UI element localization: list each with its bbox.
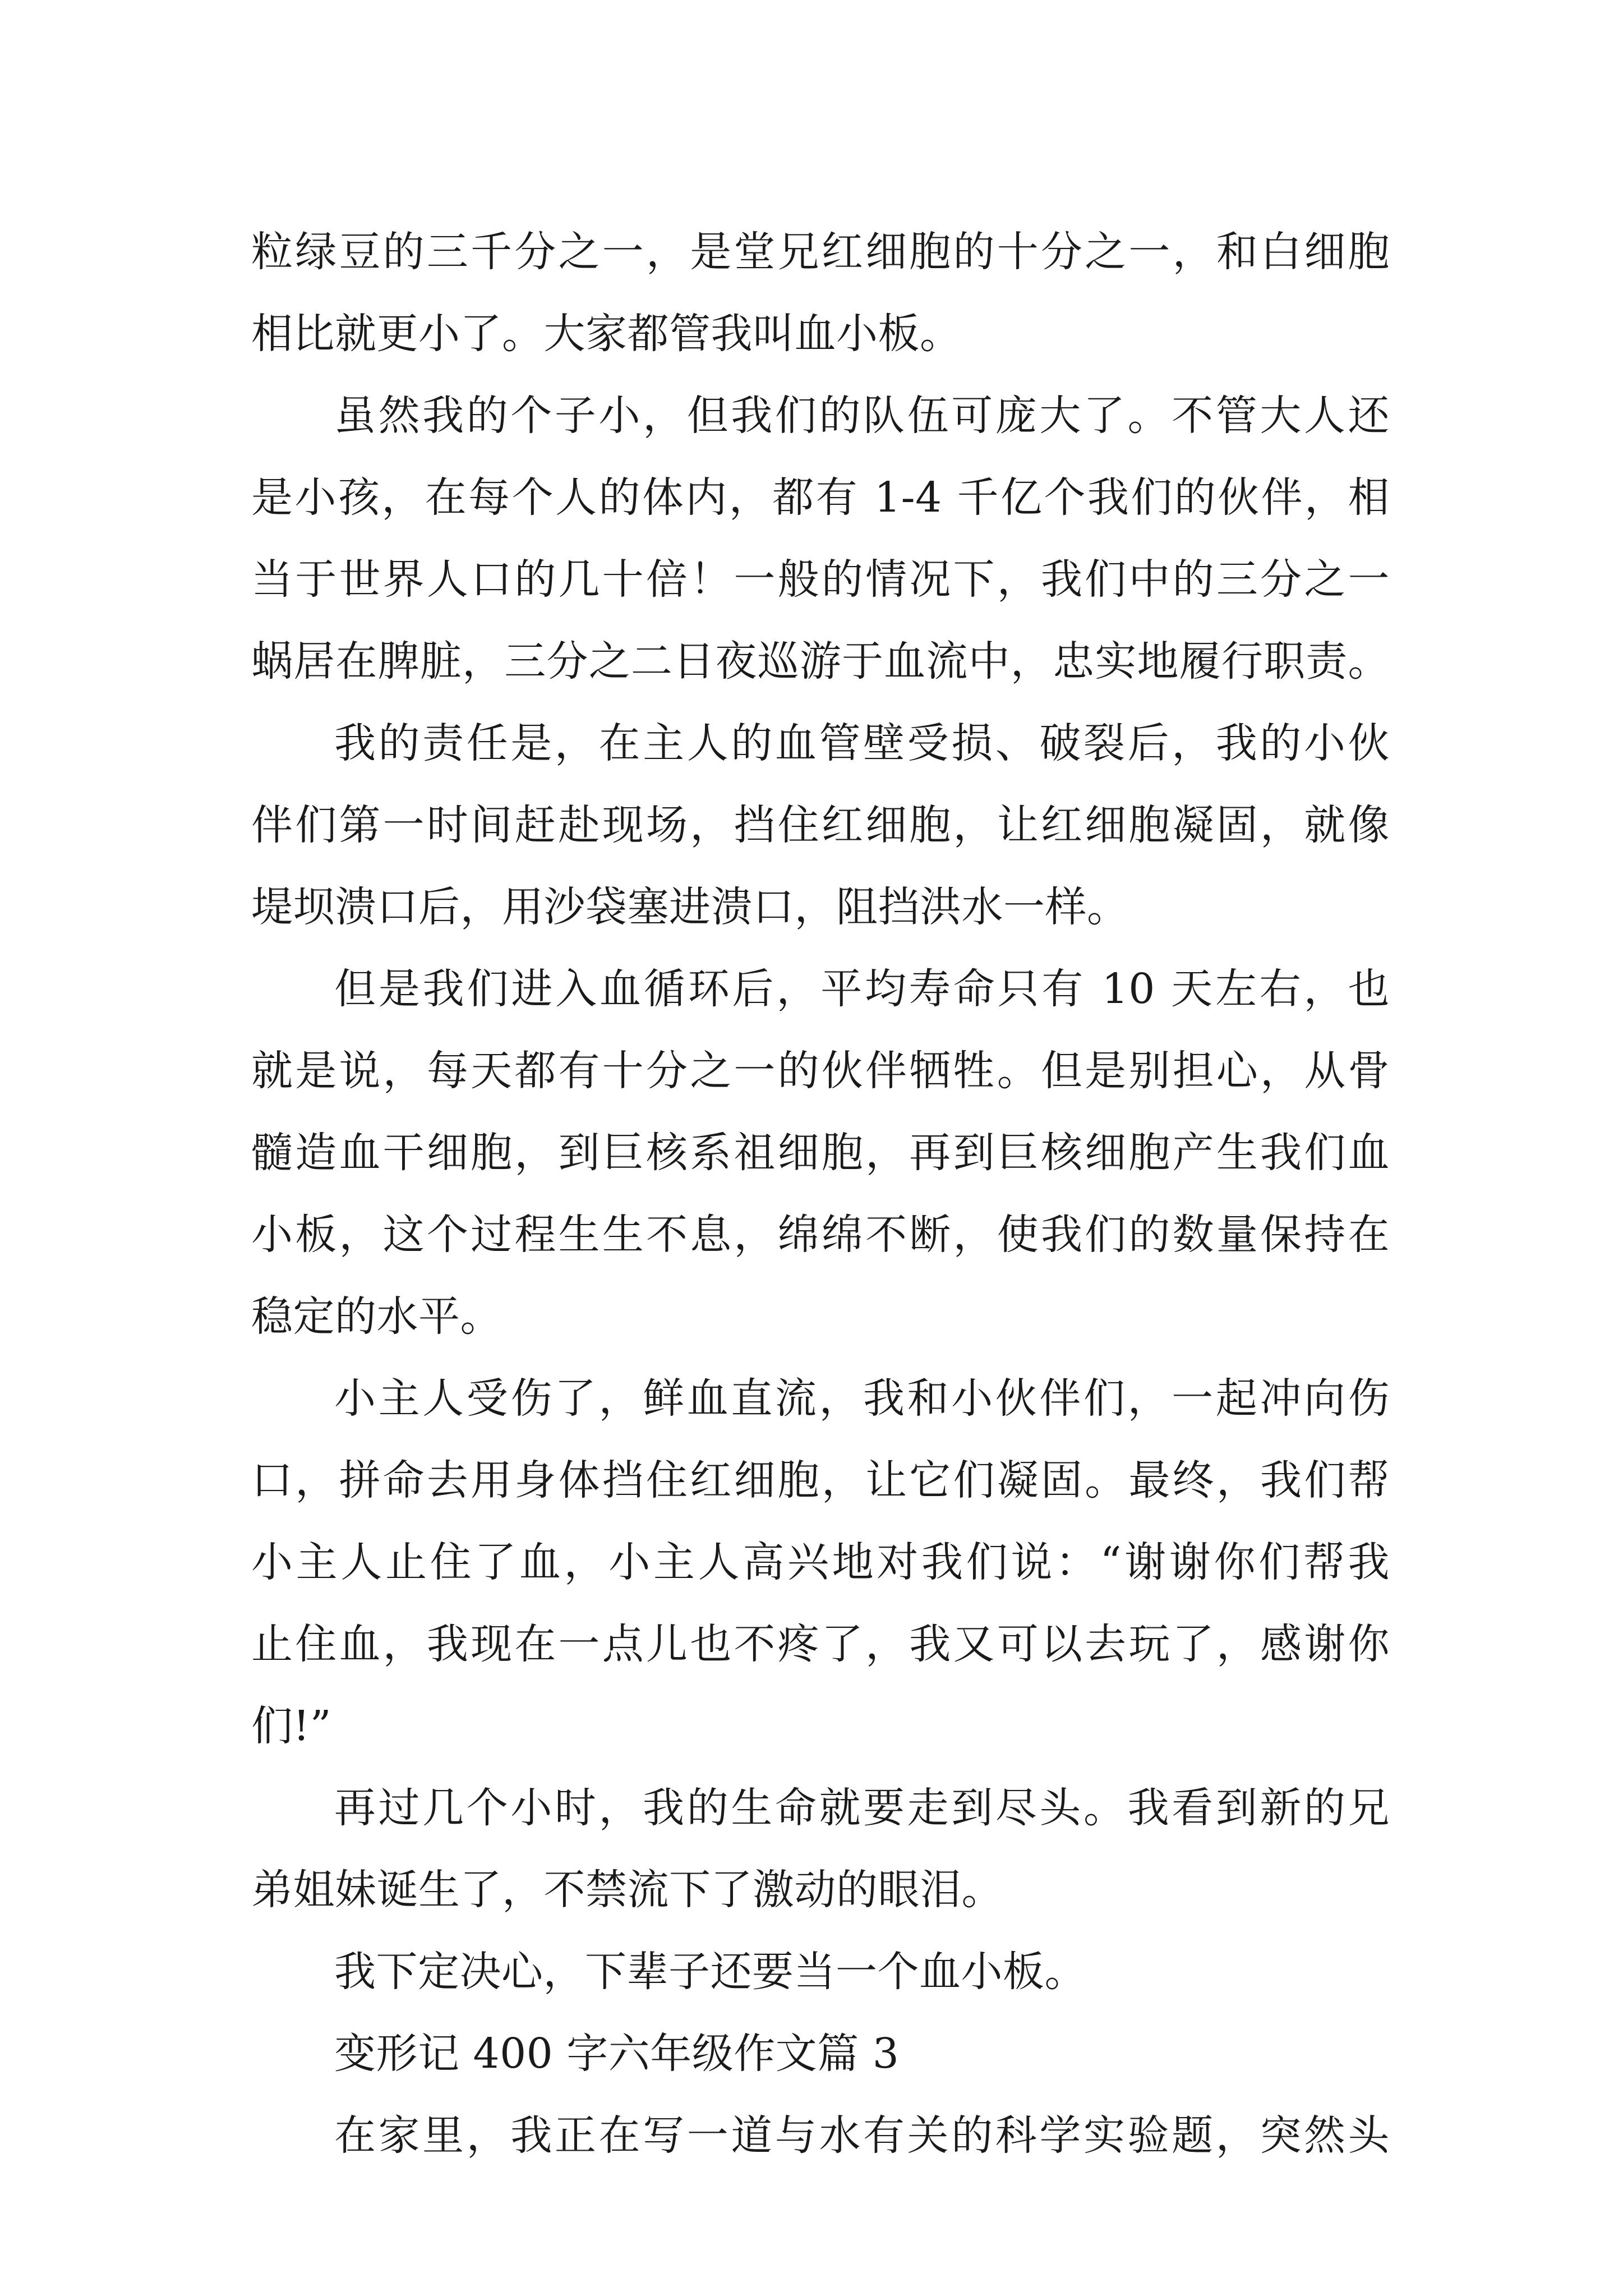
essay-body (251, 211, 1390, 2177)
text-line: 相比就更小了。大家都管我叫血小板。 (251, 310, 962, 358)
text-line: 当于世界人口的几十倍！一般的情况下，我们中的三分之一 (251, 555, 1390, 604)
text-line: 口，拼命去用身体挡住红细胞，让它们凝固。最终，我们帮 (251, 1456, 1390, 1504)
text-line: 髓造血干细胞，到巨核系祖细胞，再到巨核细胞产生我们血 (251, 1129, 1390, 1177)
section-heading: 变形记 400 字六年级作文篇 3 (334, 2030, 900, 2078)
text-line: 止住血，我现在一点儿也不疼了，我又可以去玩了，感谢你 (251, 1620, 1390, 1668)
text-line: 们!” (251, 1702, 332, 1750)
text-line: 堤坝溃口后，用沙袋塞进溃口，阻挡洪水一样。 (251, 883, 1129, 931)
text-line: 伴们第一时间赶赴现场，挡住红细胞，让红细胞凝固，就像 (251, 801, 1390, 849)
text-line: 就是说，每天都有十分之一的伙伴牺牲。但是别担心，从骨 (251, 1047, 1390, 1095)
text-line: 小主人止住了血，小主人高兴地对我们说：“谢谢你们帮我 (251, 1538, 1390, 1586)
text-line: 蜗居在脾脏，三分之二日夜巡游于血流中，忠实地履行职责。 (251, 637, 1390, 685)
text-line: 我的责任是，在主人的血管壁受损、破裂后，我的小伙 (334, 719, 1390, 767)
text-line: 在家里，我正在写一道与水有关的科学实验题，突然头 (334, 2111, 1390, 2160)
text-line: 是小孩，在每个人的体内，都有 1-4 千亿个我们的伙伴，相 (251, 473, 1390, 522)
text-line: 但是我们进入血循环后，平均寿命只有 10 天左右，也 (334, 965, 1390, 1013)
text-line: 稳定的水平。 (251, 1292, 502, 1341)
text-line: 小主人受伤了，鲜血直流，我和小伙伴们，一起冲向伤 (334, 1374, 1390, 1423)
text-line: 小板，这个过程生生不息，绵绵不断，使我们的数量保持在 (251, 1211, 1390, 1259)
text-line: 弟姐妹诞生了，不禁流下了激动的眼泪。 (251, 1866, 1003, 1914)
text-line: 粒绿豆的三千分之一，是堂兄红细胞的十分之一，和白细胞 (251, 228, 1390, 276)
text-line: 再过几个小时，我的生命就要走到尽头。我看到新的兄 (334, 1784, 1390, 1832)
text-line: 我下定决心，下辈子还要当一个血小板。 (334, 1948, 1086, 1996)
text-line: 虽然我的个子小，但我们的队伍可庞大了。不管大人还 (334, 392, 1390, 440)
